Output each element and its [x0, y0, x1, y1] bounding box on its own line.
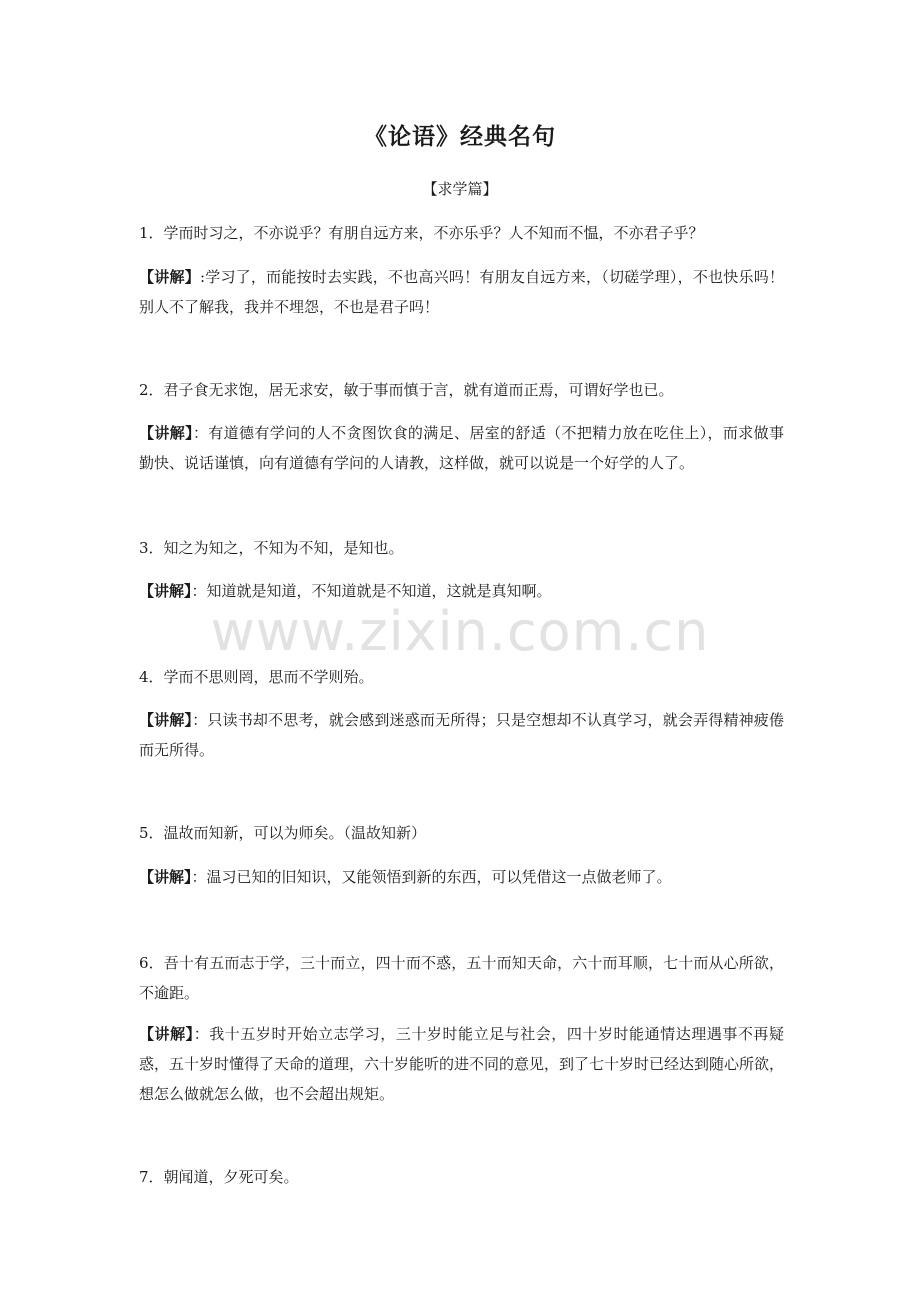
watermark: www.zixin.com.cn [210, 600, 710, 663]
explain-4 [139, 705, 784, 765]
quote-6: 6．吾十有五而志于学，三十而立，四十而不惑，五十而知天命，六十而耳顺，七十而从心所欲，不逾距。 [139, 954, 784, 1002]
explain-text: ：我十五岁时开始立志学习，三十岁时能立足与社会，四十岁时能通情达理遇事不再疑惑，五十岁时懂得了天命的道理，六十岁能听的进不同的意见，到了七十岁时已经达到随心所欲，想怎么做就怎么做，也不会超出规矩。 [139, 1025, 785, 1103]
explain-text: ：只读书却不思考，就会感到迷惑而无所得；只是空想却不认真学习，就会弄得精神疲倦而无所得。 [139, 711, 784, 759]
explain-label: 【讲解】 [139, 1025, 194, 1043]
explain-text: :学习了，而能按时去实践，不也高兴吗！有朋友自远方来，（切磋学理），不也快乐吗！别人不了解我，我并不埋怨，不也是君子吗！ [139, 268, 784, 316]
quote-7: 7．朝闻道，夕死可矣。 [139, 1168, 299, 1186]
explain-text: ：有道德有学问的人不贪图饮食的满足、居室的舒适（不把精力放在吃住上），而求做事勤快、说话谨慎，向有道德有学问的人请教，这样做，就可以说是一个好学的人了。 [139, 424, 784, 472]
explain-label: 【讲解】 [139, 424, 193, 442]
explain-6 [139, 1019, 784, 1109]
explain-text: ：知道就是知道，不知道就是不知道，这就是真知啊。 [191, 582, 552, 600]
explain-label: 【讲解】 [139, 711, 193, 729]
explain-label: 【讲解】 [139, 868, 192, 886]
explain-2 [139, 418, 784, 478]
quote-2: 2．君子食无求饱，居无求安，敏于事而慎于言，就有道而正焉，可谓好学也已。 [139, 381, 674, 399]
explain-1 [139, 262, 784, 322]
quote-3: 3．知之为知之，不知为不知，是知也。 [139, 539, 404, 557]
quote-4: 4．学而不思则罔，思而不学则殆。 [139, 668, 374, 686]
quote-5: 5．温故而知新，可以为师矣。（温故知新） [139, 824, 427, 842]
explain-3 [139, 576, 784, 606]
explain-5 [139, 862, 784, 892]
quote-1: 1．学而时习之，不亦说乎？有朋自远方来，不亦乐乎？人不知而不愠，不亦君子乎？ [139, 224, 704, 242]
explain-label: 【讲解】 [139, 582, 192, 600]
document-title: 《论语》经典名句 [364, 124, 556, 150]
explain-text: ：温习已知的旧知识，又能领悟到新的东西，可以凭借这一点做老师了。 [191, 868, 672, 886]
explain-label: 【讲解】 [139, 268, 200, 286]
section-heading: 【求学篇】 [422, 180, 498, 198]
